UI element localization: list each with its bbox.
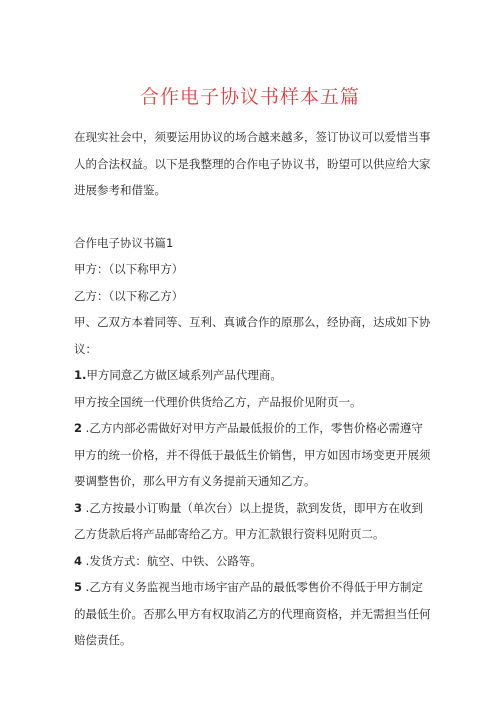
spacer [74,204,434,230]
party-b-line: 乙方：（以下称乙方） [74,288,184,303]
preamble-paragraph: 甲、乙双方本着同等、互利、真诚合作的原那么，经协商，达成如下协议： [74,315,431,356]
clause-number: 5 [74,580,83,594]
clause-paragraph [74,389,434,416]
clause-text: .乙方内部必需做好对甲方产品最低报价的工作，零售价格必需遵守甲方的统一价格，并不得低于最低生价销售，甲方如因市场变更开展须要调整售价，那么甲方有义务提前天通知乙方。 [74,421,431,488]
clause-paragraph [74,548,434,575]
document-title: 合作电子协议书样本五篇 [139,86,360,108]
clause-number: 1. [74,368,87,382]
section-heading: 合作电子协议书篇1 [74,235,174,250]
clause-paragraph [74,495,434,548]
clause-number: 3 [74,500,83,515]
clause-text: 甲方同意乙方做区域系列产品代理商。 [86,368,282,382]
intro-paragraph: 在现实社会中，须要运用协议的场合越来越多，签订协议可以爱惜当事人的合法权益。以下是我整理的合作电子协议书，盼望可以供应给大家进展参考和借鉴。 [74,130,431,197]
clause-paragraph [74,574,434,654]
clause-text: 甲方按全国统一代理价供货给乙方，产品报价见附页一。 [74,394,362,409]
clause-paragraph [74,415,434,495]
clause-text: .乙方按最小订购量（单次台）以上提货，款到发货，即甲方在收到乙方货款后将产品邮寄给乙方。甲方汇款银行资料见附页二。 [74,500,423,541]
clause-paragraph [74,362,434,389]
document-body [74,124,434,654]
clause-text: .乙方有义务监视当地市场宇宙产品的最低零售价不得低于甲方制定的最低生价。否那么甲方有权取消乙方的代理商资格，并无需担当任何赔偿责任。 [74,580,431,647]
clause-text: .发货方式：航空、中铁、公路等。 [82,553,262,568]
clause-number: 2 [74,421,83,435]
clause-number: 4 [74,553,83,568]
party-a-line: 甲方：（以下称甲方） [74,262,184,276]
